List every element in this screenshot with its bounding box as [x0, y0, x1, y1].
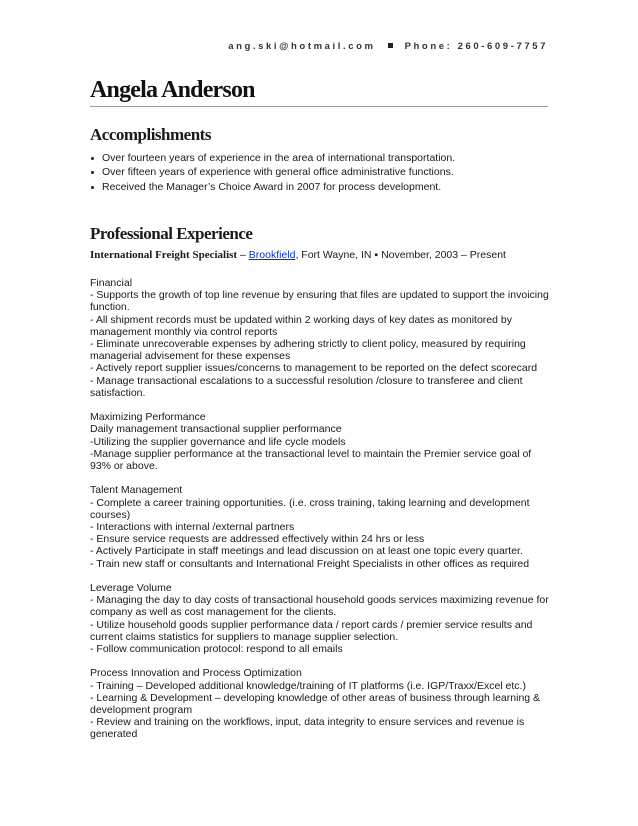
- block-heading: Leverage Volume: [90, 582, 172, 595]
- block-line: - Actively Participate in staff meetings and lead discussion on at least one topic every quarter.: [90, 545, 523, 558]
- block-line: satisfaction.: [90, 386, 146, 399]
- block-line: generated: [90, 728, 138, 741]
- list-item: [90, 151, 550, 165]
- name-divider: [90, 106, 548, 107]
- block-line: - Eliminate unrecoverable expenses by adhering strictly to client policy, measured by requiring: [90, 338, 526, 351]
- block-line: -Manage supplier performance at the transactional level to maintain the Premier service goal of: [90, 447, 532, 460]
- job-location-dates: , Fort Wayne, IN ▪ November, 2003 – Present: [295, 249, 506, 261]
- block-line: - Review and training on the workflows, input, data integrity to ensure services and revenue is: [90, 716, 525, 729]
- block-line: - Train new staff or consultants and International Freight Specialists in other offices as required: [90, 557, 530, 570]
- bullet-icon: [91, 157, 94, 160]
- block-line: - Interactions with internal /external partners: [90, 521, 295, 534]
- block-line: - Managing the day to day costs of transactional household goods services maximizing revenue for: [90, 594, 549, 607]
- contact-phone: 260-609-7757: [457, 41, 548, 52]
- list-item-text: Over fifteen years of experience with general office administrative functions.: [102, 166, 454, 179]
- block-line: - Actively report supplier issues/concerns to management to be reported on the defect scorecard: [90, 362, 538, 375]
- contact-line: [228, 41, 548, 52]
- contact-email: ang.ski@hotmail.com: [228, 41, 376, 52]
- block-line: - Training – Developed additional knowledge/training of IT platforms (i.e. IGP/Traxx/Excel etc.): [90, 679, 526, 692]
- contact-phone-label: Phone:: [404, 41, 453, 52]
- list-item: [90, 180, 550, 194]
- block-line: - Supports the growth of top line revenue by ensuring that files are updated to support the invoicing: [90, 289, 549, 302]
- block-line: managerial advisement for these expenses: [90, 350, 291, 363]
- block-line: management monthly via control reports: [90, 325, 278, 338]
- block-line: - Ensure service requests are addressed effectively within 24 hrs or less: [90, 533, 425, 546]
- block-line: current claims statistics for suppliers to manage supplier selection.: [90, 630, 399, 643]
- accomplishments-heading: Accomplishments: [90, 125, 211, 144]
- block-heading: Maximizing Performance: [90, 411, 206, 424]
- job-title: International Freight Specialist: [90, 249, 238, 261]
- job-dash: –: [237, 249, 249, 261]
- bullet-icon: [91, 186, 94, 189]
- experience-details: [90, 277, 552, 753]
- block-line: - Complete a career training opportunities. (i.e. cross training, taking learning and development: [90, 496, 530, 509]
- block-line: development program: [90, 704, 193, 717]
- experience-block: [90, 411, 552, 472]
- experience-block: [90, 582, 552, 655]
- list-item-text: Received the Manager’s Choice Award in 2007 for process development.: [102, 180, 442, 193]
- bullet-icon: [91, 171, 94, 174]
- block-line: - All shipment records must be updated within 2 working days of key dates as monitored by: [90, 313, 512, 326]
- block-line: - Utilize household goods supplier performance data / report cards / premier service results and: [90, 618, 533, 631]
- separator-square-icon: [388, 43, 393, 48]
- list-item-text: Over fourteen years of experience in the area of international transportation.: [102, 152, 456, 164]
- block-line: company as well as cost management for the clients.: [90, 606, 337, 619]
- experience-heading: Professional Experience: [90, 224, 253, 243]
- experience-block: [90, 484, 552, 569]
- block-line: -Utilizing the supplier governance and life cycle models: [90, 435, 346, 448]
- block-line: - Learning & Development – developing knowledge of other areas of business through learning &: [90, 691, 541, 704]
- block-line: - Manage transactional escalations to a successful resolution /closure to transferee and client: [90, 374, 523, 387]
- block-line: Daily management transactional supplier performance: [90, 423, 342, 436]
- list-item: [90, 165, 550, 179]
- company-link[interactable]: Brookfield: [248, 249, 296, 261]
- experience-block: [90, 667, 552, 740]
- accomplishments-list: [90, 151, 550, 194]
- block-heading: Financial: [90, 277, 133, 289]
- block-line: - Follow communication protocol: respond to all emails: [90, 643, 343, 656]
- block-heading: Process Innovation and Process Optimization: [90, 667, 302, 680]
- experience-block: [90, 277, 552, 399]
- candidate-name: Angela Anderson: [90, 77, 255, 103]
- block-line: 93% or above.: [90, 460, 158, 473]
- block-heading: Talent Management: [90, 484, 183, 497]
- job-heading: [90, 249, 506, 261]
- block-line: function.: [90, 301, 130, 314]
- block-line: courses): [90, 508, 131, 521]
